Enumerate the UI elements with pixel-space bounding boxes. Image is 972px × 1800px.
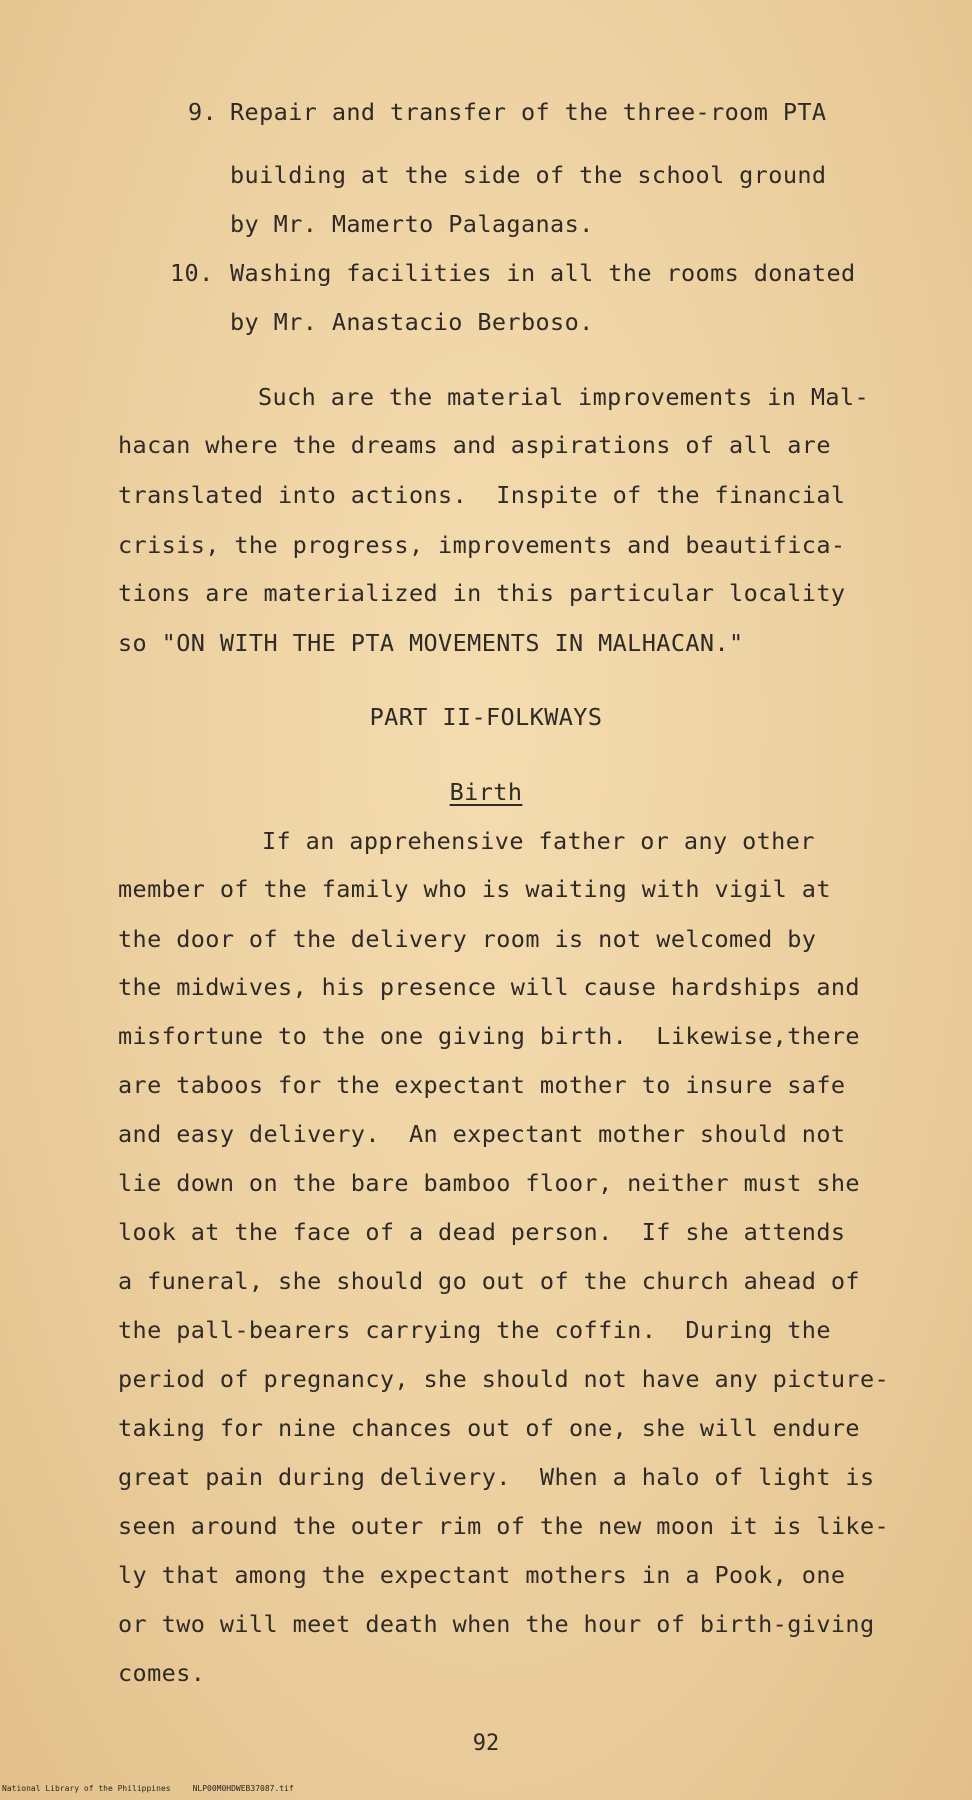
list-item-line: Repair and transfer of the three-room PTA	[230, 98, 827, 126]
paragraph-line: look at the face of a dead person. If she attends	[118, 1218, 846, 1246]
paragraph-line: translated into actions. Inspite of the financial	[118, 481, 846, 509]
paragraph-line: the midwives, his presence will cause hardships and	[118, 973, 860, 1001]
paragraph-line: or two will meet death when the hour of birth-giving	[118, 1610, 875, 1638]
paragraph-line: comes.	[118, 1659, 206, 1687]
paragraph-line: ly that among the expectant mothers in a Pook, one	[118, 1561, 846, 1589]
paragraph-line: the door of the delivery room is not welcomed by	[118, 925, 817, 953]
list-item-line: building at the side of the school ground	[230, 161, 827, 189]
paragraph-line: misfortune to the one giving birth. Likewise,there	[118, 1022, 860, 1050]
paragraph-line: the pall-bearers carrying the coffin. During the	[118, 1316, 831, 1344]
footer-file: NLP00M0HDWEB37087.tif	[192, 1784, 294, 1793]
paragraph-line: taking for nine chances out of one, she will endure	[118, 1414, 860, 1442]
list-item-number: 9.	[188, 98, 218, 126]
list-item-line: by Mr. Anastacio Berboso.	[230, 308, 594, 336]
paragraph-line: great pain during delivery. When a halo of light is	[118, 1463, 875, 1491]
paragraph-line: hacan where the dreams and aspirations of all are	[118, 431, 831, 459]
paragraph-line: so "ON WITH THE PTA MOVEMENTS IN MALHACAN."	[118, 629, 744, 657]
list-item-line: Washing facilities in all the rooms donated	[230, 259, 856, 287]
paragraph-line: If an apprehensive father or any other	[262, 827, 815, 855]
paragraph-line: lie down on the bare bamboo floor, neither must she	[118, 1169, 860, 1197]
paragraph-line: and easy delivery. An expectant mother should not	[118, 1120, 846, 1148]
paragraph-line: a funeral, she should go out of the church ahead of	[118, 1267, 860, 1295]
list-item-line: by Mr. Mamerto Palaganas.	[230, 210, 594, 238]
paragraph-line: are taboos for the expectant mother to insure safe	[118, 1071, 846, 1099]
paragraph-line: tions are materialized in this particular locality	[118, 579, 846, 607]
paragraph-line: seen around the outer rim of the new moon it is like-	[118, 1512, 890, 1540]
footer-library: National Library of the Philippines	[2, 1784, 171, 1793]
section-heading: Birth	[449, 778, 523, 806]
page-number: 92	[472, 1731, 500, 1756]
list-item-number: 10.	[170, 259, 214, 287]
paragraph-line: crisis, the progress, improvements and beautifica-	[118, 531, 846, 559]
scan-footer	[2, 1784, 316, 1793]
part-heading: PART II-FOLKWAYS	[369, 703, 603, 731]
paragraph-line: Such are the material improvements in Mal-	[258, 383, 870, 411]
paragraph-line: period of pregnancy, she should not have any picture-	[118, 1365, 890, 1393]
paragraph-line: member of the family who is waiting with vigil at	[118, 875, 831, 903]
